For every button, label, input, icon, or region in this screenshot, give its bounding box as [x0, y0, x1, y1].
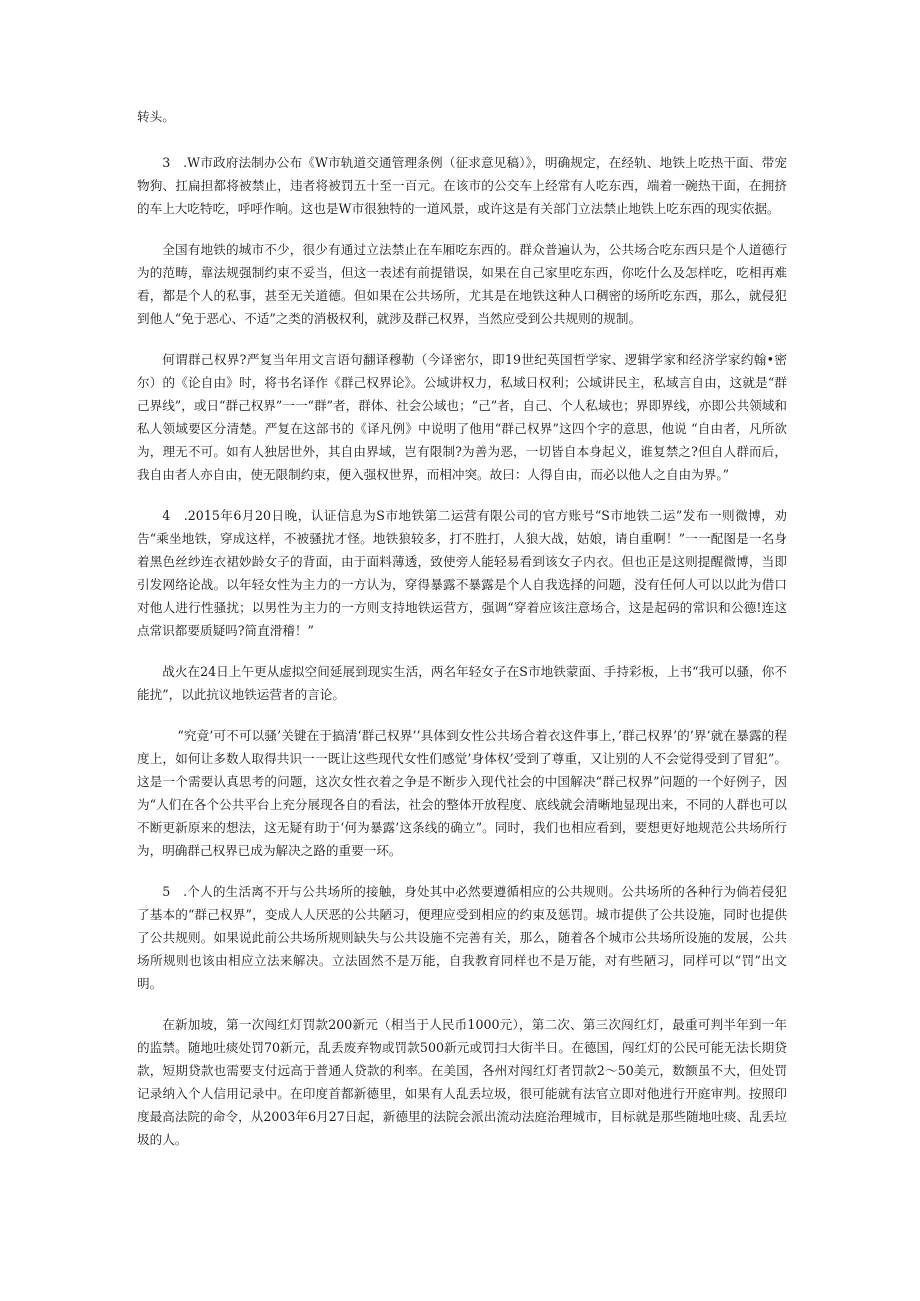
paragraph-4-s-city-weibo: 4 .2015年6月20日晚，认证信息为S市地铁第二运营有限公司的官方账号“S市地铁二运”发布一则微博，劝告“乘坐地铁，穿成这样，不被骚扰才怪。地铁狼较多，打不胜打，人狼大战，姑娘，请自重啊！”一一配图是一名身着黑色丝纱连衣裙妙龄女子的背面，由于面料薄透，致使旁人能轻易看到该女子内衣。但也正是这则提醒微博，当即引发网络论战。以年轻女性为主力的一方认为，穿得暴露不暴露是个人自我选择的问题，没有任何人可以以此为借口对他人进行性骚扰；以男性为主力的一方则支持地铁运营方，强调“穿着应该注意场合，这是起码的常识和公德!连这点常识都要质疑吗?简直滑稽！”	[137, 508, 787, 638]
paragraph-eating-in-subway: 全国有地铁的城市不少，很少有通过立法禁止在车厢吃东西的。群众普遍认为，公共场合吃东西只是个人道德行为的范畴，靠法规强制约束不妥当，但这一表述有前提错误，如果在自己家里吃东西，你吃什么及怎样吃，吃相再难看，都是个人的私事，甚至无关道德。但如果在公共场所，尤其是在地铁这种人口稠密的场所吃东西，那么，就侵犯到他人“免于恶心、不适”之类的消极权利，就涉及群己权界，当然应受到公共规则的规制。	[137, 242, 787, 326]
paragraph-group-self-boundary: 何谓群己权界?严复当年用文言语句翻译穆勒（今译密尔，即19世纪英国哲学家、逻辑学家和经济学家约翰•密尔）的《论自由》时，将书名译作《群己权界论》。公域讲权力，私域日权利；公域讲民主，私域言自由，这就是“群己界线”，或日“群己权界”一一“群”者，群体、社会公域也；“己”者，自己、个人私域也；界即界线，亦即公共领域和私人领域要区分清楚。严复在这部书的《译凡例》中说明了他用“群己权界”这四个字的意思，他说 “自由者，凡所欲为，理无不可。如有人独居世外，其自由界域，岂有限制?为善为恶，一切皆自本身起义，谁复禁之?但自人群而后，我自由者人亦自由，使无限制约束，便入强权世界，而相冲突。故曰：人得自由，而必以他人之自由为界。”	[137, 352, 787, 482]
paragraph-international-examples: 在新加坡，第一次闯红灯罚款200新元（相当于人民币1000元），第二次、第三次闯红灯，最重可判半年到一年的监禁。随地吐痰处罚70新元，乱丢废弃物或罚款500新元或罚扫大街半日。在德国，闯红灯的公民可能无法长期贷款，短期贷款也需要支付远高于普通人贷款的利率。在美国，各州对闯红灯者罚款2〜50美元，数额虽不大，但处罚记录纳入个人信用记录中。在印度首都新德里，如果有人乱丢垃圾，很可能就有法官立即对他进行开庭审判。按照印度最高法院的命令，从2003年6月27日起，新德里的法院会派出流动法庭治理城市，目标就是那些随地吐痰、乱丢垃圾的人。	[137, 1017, 787, 1147]
paragraph-intro-fragment: 转头。	[137, 109, 175, 124]
paragraph-protest: 战火在24日上午更从虚拟空间延展到现实生活，两名年轻女子在S市地铁蒙面、手持彩板，上书“我可以骚，你不能扰”，以此抗议地铁运营者的言论。	[137, 664, 787, 702]
document-body	[137, 105, 787, 1169]
paragraph-5-public-rules: 5 .个人的生活离不开与公共场所的接触，身处其中必然要遵循相应的公共规则。公共场所的各种行为倘若侵犯了基本的“群己权界”，变成人人厌恶的公共陋习，便理应受到相应的约束及惩罚。城市提供了公共设施，同时也提供了公共规则。如果说此前公共场所规则缺失与公共设施不完善有关，那么，随着各个城市公共场所设施的发展，公共场所规则也该由相应立法来解决。立法固然不是万能，自我教育同样也不是万能，对有些陋习，同样可以“罚”出文明。	[137, 884, 787, 991]
paragraph-boundary-discussion: “究竟’可不可以骚’关键在于搞清‘群己权界’’具体到女性公共场合着衣这件事上，’群己权界’的’界’就在暴露的程度上，如何让多数人取得共识一一既让这些现代女性们感觉’身体权’受到了尊重，又让别的人不会觉得受到了冒犯”。这是一个需要认真思考的问题，这次女性衣着之争是不断步入现代社会的中国解决“群己权界”问题的一个好例子，因为“人们在各个公共平台上充分展现各自的看法，社会的整体开放程度、底线就会清晰地显现出来，不同的人群也可以不断更新原来的想法，这无疑有助于‘何为暴露’这条线的确立”。同时，我们也相应看到，要想更好地规范公共场所行为，明确群己权界已成为解决之路的重要一环。	[137, 728, 787, 858]
paragraph-3-w-city-regulation: 3 .W市政府法制办公布《W市轨道交通管理条例（征求意见稿）》，明确规定，在经轨、地铁上吃热干面、带宠物狗、扛扁担都将被禁止，违者将被罚五十至一百元。在该市的公交车上经常有人吃东西，端着一碗热干面，在拥挤的车上大吃特吃，呼呼作响。这也是W市很独特的一道风景，或许这是有关部门立法禁止地铁上吃东西的现实依据。	[137, 155, 787, 216]
